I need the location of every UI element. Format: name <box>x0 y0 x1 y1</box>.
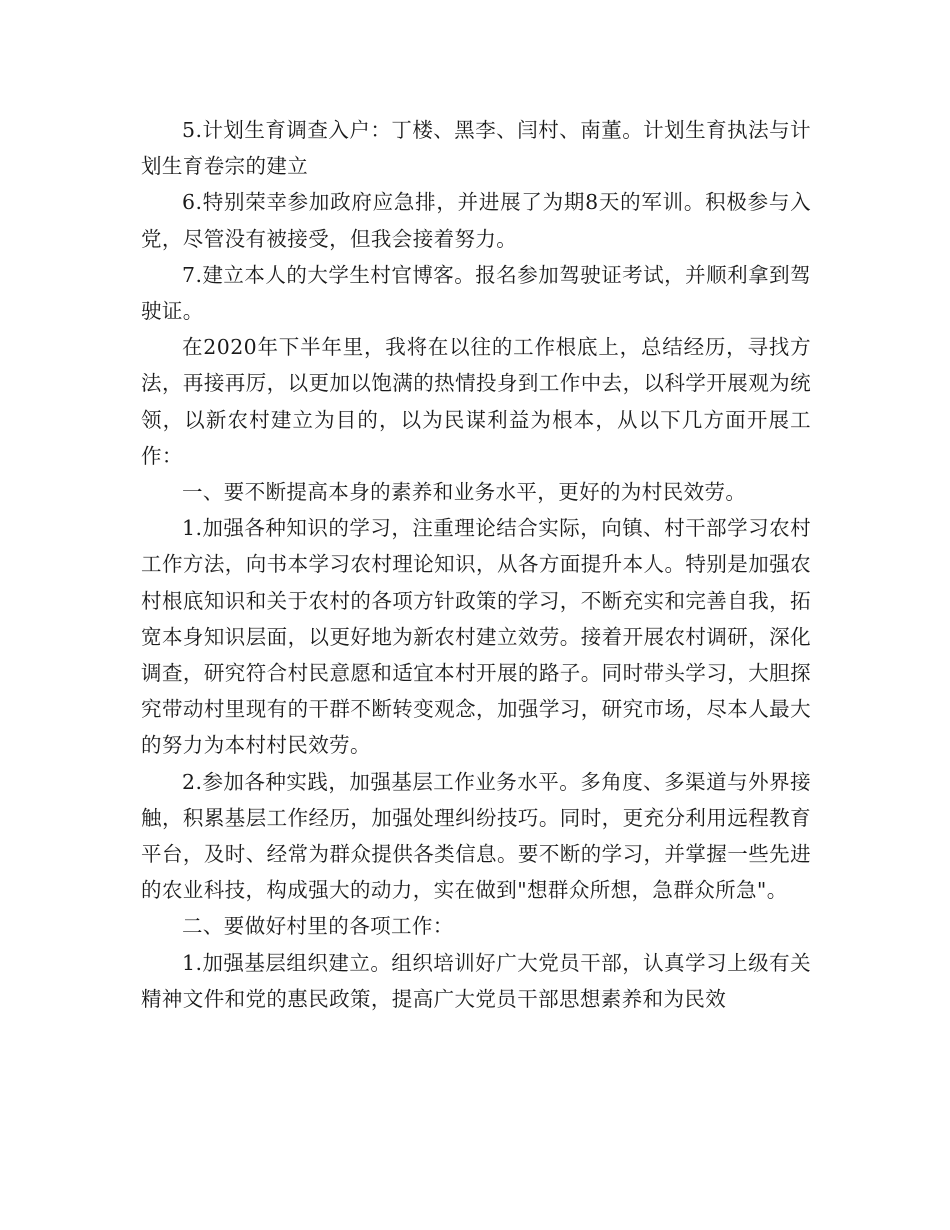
document-body <box>141 112 811 1017</box>
paragraph-practice: 2.参加各种实践，加强基层工作业务水平。多角度、多渠道与外界接触，积累基层工作经历，加强处理纠纷技巧。同时，更充分利用远程教育平台，及时、经常为群众提供各类信息。要不断的学习，并掌握一些先进的农业科技，构成强大的动力，实在做到"想群众所想，急群众所急"。 <box>141 769 811 903</box>
paragraph-blog-license: 7.建立本人的大学生村官博客。报名参加驾驶证考试，并顺利拿到驾驶证。 <box>141 262 811 324</box>
section-heading-one: 一、要不断提高本身的素养和业务水平，更好的为村民效劳。 <box>182 480 747 505</box>
section-heading-two: 二、要做好村里的各项工作： <box>182 914 454 939</box>
paragraph-family-planning: 5.计划生育调查入户：丁楼、黑李、闫村、南董。计划生育执法与计划生育卷宗的建立 <box>141 118 811 179</box>
paragraph-organization-building: 1.加强基层组织建立。组织培训好广大党员干部，认真学习上级有关精神文件和党的惠民政策，提高广大党员干部思想素养和为民效 <box>141 950 811 1011</box>
paragraph-knowledge-study: 1.加强各种知识的学习，注重理论结合实际，向镇、村干部学习农村工作方法，向书本学习农村理论知识，从各方面提升本人。特别是加强农村根底知识和关于农村的各项方针政策的学习，不断充实和完善自我，拓宽本身知识层面，以更好地为新农村建立效劳。接着开展农村调研，深化调查，研究符合村民意愿和适宜本村开展的路子。同时带头学习，大胆探究带动村里现有的干群不断转变观念，加强学习，研究市场，尽本人最大的努力为本村村民效劳。 <box>141 516 811 758</box>
paragraph-military-training: 6.特别荣幸参加政府应急排，并进展了为期8天的军训。积极参与入党，尽管没有被接受，但我会接着努力。 <box>141 190 811 251</box>
paragraph-second-half-plan: 在2020年下半年里，我将在以往的工作根底上，总结经历，寻找方法，再接再厉，以更加以饱满的热情投身到工作中去，以科学开展观为统领，以新农村建立为目的，以为民谋利益为根本，从以下几方面开展工作： <box>141 335 811 468</box>
